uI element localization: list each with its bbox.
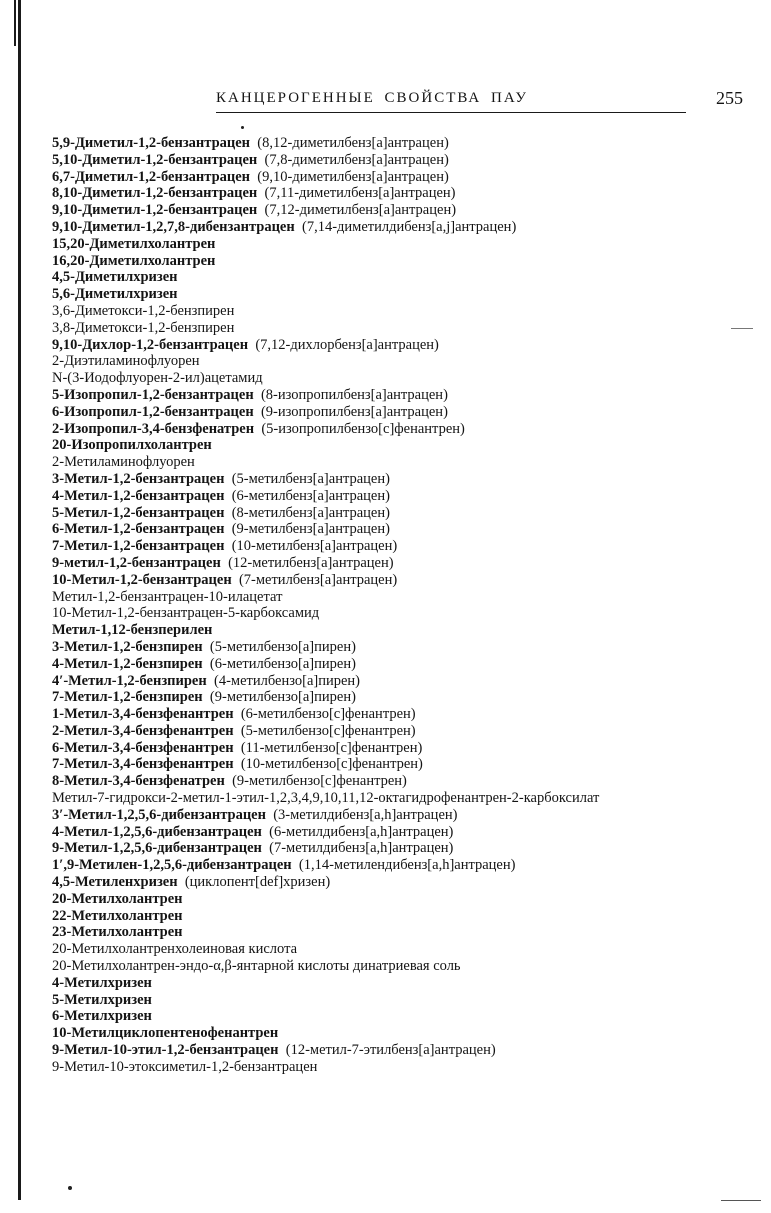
compound-name: 5-Метил-1,2-бензантрацен — [52, 504, 225, 521]
list-item — [52, 908, 752, 925]
list-item — [52, 303, 752, 320]
list-item — [52, 874, 752, 891]
list-item — [52, 773, 752, 790]
page-binding-edge — [18, 0, 21, 1200]
alternate-name: (1,14-метилендибенз[a,h]антрацен) — [298, 857, 516, 874]
compound-name: 2-Метиламинофлуорен — [52, 454, 195, 471]
list-item — [52, 673, 752, 690]
list-item — [52, 924, 752, 941]
alternate-name: (7-метилбенз[a]антрацен) — [238, 571, 398, 588]
running-title: КАНЦЕРОГЕННЫЕ СВОЙСТВА ПАУ — [216, 90, 528, 106]
list-item — [52, 135, 752, 152]
list-item — [52, 572, 752, 589]
compound-name: 8-Метил-3,4-бензфенатрен — [52, 773, 225, 790]
alternate-name: (7,12-диметилбенз[a]антрацен) — [264, 202, 457, 219]
compound-name: 3,8-Диметокси-1,2-бензпирен — [52, 319, 235, 336]
compound-name: 10-Метил-1,2-бензантрацен-5-карбоксамид — [52, 605, 320, 622]
compound-name: 4-Метил-1,2,5,6-дибензантрацен — [52, 823, 262, 840]
list-item — [52, 169, 752, 186]
compound-name: 9,10-Диметил-1,2,7,8-дибензантрацен — [52, 218, 295, 235]
compound-name: 20-Изопропилхолантрен — [52, 437, 212, 454]
compound-name: 5,6-Диметилхризен — [52, 286, 178, 303]
compound-name: 5-Изопропил-1,2-бензантрацен — [52, 386, 254, 403]
list-item — [52, 840, 752, 857]
list-item — [52, 941, 752, 958]
list-item — [52, 689, 752, 706]
list-item — [52, 152, 752, 169]
alternate-name: (8-метилбенз[a]антрацен) — [231, 504, 390, 521]
compound-name: 9-Метил-10-этил-1,2-бензантрацен — [52, 1042, 279, 1059]
list-item — [52, 1059, 752, 1076]
compound-name: 2-Метил-3,4-бензфенантрен — [52, 722, 234, 739]
list-item — [52, 253, 752, 270]
page-number: 255 — [716, 88, 743, 108]
alternate-name: (10-метилбенз[a]антрацен) — [231, 538, 398, 555]
list-item — [52, 807, 752, 824]
list-item — [52, 505, 752, 522]
alternate-name: (7,12-дихлорбенз[a]антрацен) — [255, 336, 439, 353]
alternate-name: (6-метилбензо[a]пирен) — [209, 655, 356, 672]
alternate-name: (9-метилбензо[c]фенантрен) — [232, 773, 407, 790]
list-item — [52, 891, 752, 908]
list-item — [52, 219, 752, 236]
alternate-name: (9,10-диметилбенз[a]антрацен) — [257, 168, 449, 185]
compound-name: 15,20-Диметилхолантрен — [52, 235, 216, 252]
alternate-name: (9-метилбензо[a]пирен) — [209, 689, 356, 706]
compound-name: N-(3-Иодофлуорен-2-ил)ацетамид — [52, 370, 263, 387]
compound-name: 6-Метил-3,4-бензфенантрен — [52, 739, 234, 756]
compound-name: 4′-Метил-1,2-бензпирен — [52, 672, 207, 689]
list-item — [52, 185, 752, 202]
list-item — [52, 605, 752, 622]
list-item — [52, 269, 752, 286]
alternate-name: (9-метилбенз[a]антрацен) — [231, 521, 390, 538]
compound-name: 16,20-Диметилхолантрен — [52, 252, 216, 269]
compound-name: 7-Метил-1,2-бензпирен — [52, 689, 203, 706]
alternate-name: (циклопент[def]хризен) — [184, 874, 331, 891]
list-item — [52, 756, 752, 773]
alternate-name: (4-метилбензо[a]пирен) — [213, 672, 360, 689]
compound-name: 23-Метилхолантрен — [52, 924, 183, 941]
compound-name: 5-Метилхризен — [52, 991, 152, 1008]
alternate-name: (7,14-диметилдибенз[a,j]антрацен) — [301, 218, 517, 235]
compound-name: Метил-7-гидрокси-2-метил-1-этил-1,2,3,4,9,10,11,12-октагидрофенантрен-2-карбоксилат — [52, 790, 600, 807]
compound-name: 4-Метилхризен — [52, 974, 152, 991]
compound-name: 9,10-Диметил-1,2-бензантрацен — [52, 202, 258, 219]
list-item — [52, 320, 752, 337]
compound-name: Метил-1,12-бензперилен — [52, 622, 213, 639]
alternate-name: (12-метил-7-этилбенз[a]антрацен) — [285, 1042, 496, 1059]
list-item — [52, 589, 752, 606]
compound-name: 1-Метил-3,4-бензфенантрен — [52, 706, 234, 723]
compound-name: Метил-1,2-бензантрацен-10-илацетат — [52, 588, 283, 605]
list-item — [52, 958, 752, 975]
compound-name: 6,7-Диметил-1,2-бензантрацен — [52, 168, 251, 185]
list-item — [52, 790, 672, 807]
list-item — [52, 740, 752, 757]
list-item — [52, 622, 752, 639]
list-item — [52, 521, 752, 538]
compound-name: 2-Диэтиламинофлуорен — [52, 353, 200, 370]
compound-name: 9-Метил-1,2,5,6-дибензантрацен — [52, 840, 262, 857]
compound-name: 4-Метил-1,2-бензантрацен — [52, 487, 225, 504]
page-header — [216, 88, 743, 113]
list-item — [52, 555, 752, 572]
alternate-name: (5-метилбенз[a]антрацен) — [231, 470, 390, 487]
list-item — [52, 404, 752, 421]
compound-list — [52, 135, 752, 1076]
list-item — [52, 236, 752, 253]
compound-name: 20-Метилхолантренхолеиновая кислота — [52, 941, 298, 958]
compound-name: 9,10-Дихлор-1,2-бензантрацен — [52, 336, 249, 353]
compound-name: 6-Метилхризен — [52, 1008, 152, 1025]
alternate-name: (8-изопропилбенз[a]антрацен) — [260, 386, 448, 403]
list-item — [52, 857, 752, 874]
compound-name: 9-метил-1,2-бензантрацен — [52, 554, 221, 571]
list-item — [52, 488, 752, 505]
alternate-name: (11-метилбензо[c]фенантрен) — [240, 739, 423, 756]
alternate-name: (5-метилбензо[c]фенантрен) — [240, 722, 416, 739]
list-item — [52, 471, 752, 488]
compound-name: 7-Метил-1,2-бензантрацен — [52, 538, 225, 555]
compound-name: 20-Метилхолантрен — [52, 890, 183, 907]
list-item — [52, 286, 752, 303]
list-item — [52, 454, 752, 471]
alternate-name: (5-метилбензо[a]пирен) — [209, 638, 356, 655]
compound-name: 22-Метилхолантрен — [52, 907, 183, 924]
list-item — [52, 387, 752, 404]
list-item — [52, 992, 752, 1009]
compound-name: 6-Изопропил-1,2-бензантрацен — [52, 403, 254, 420]
alternate-name: (6-метилбенз[a]антрацен) — [231, 487, 390, 504]
list-item — [52, 353, 752, 370]
list-item — [52, 370, 752, 387]
list-item — [52, 337, 752, 354]
compound-name: 1′,9-Метилен-1,2,5,6-дибензантрацен — [52, 857, 292, 874]
compound-name: 3,6-Диметокси-1,2-бензпирен — [52, 302, 235, 319]
list-item — [52, 421, 752, 438]
list-item — [52, 202, 752, 219]
page-edge-mark — [14, 0, 16, 46]
alternate-name: (7,11-диметилбенз[a]антрацен) — [264, 185, 456, 202]
compound-name: 10-Метил-1,2-бензантрацен — [52, 571, 232, 588]
compound-name: 20-Метилхолантрен-эндо-α,β-янтарной кислоты динатриевая соль — [52, 958, 461, 975]
list-item — [52, 656, 752, 673]
alternate-name: (8,12-диметилбенз[a]антрацен) — [257, 135, 449, 151]
compound-name: 3′-Метил-1,2,5,6-дибензантрацен — [52, 806, 266, 823]
compound-name: 9-Метил-10-этоксиметил-1,2-бензантрацен — [52, 1058, 318, 1075]
alternate-name: (6-метилбензо[c]фенантрен) — [240, 706, 416, 723]
alternate-name: (7,8-диметилбенз[a]антрацен) — [264, 151, 449, 168]
print-speck-bottom — [68, 1186, 72, 1190]
list-item — [52, 706, 752, 723]
compound-name: 3-Метил-1,2-бензантрацен — [52, 470, 225, 487]
list-item — [52, 639, 752, 656]
compound-name: 3-Метил-1,2-бензпирен — [52, 638, 203, 655]
list-item — [52, 723, 752, 740]
margin-mark-bottom — [721, 1200, 761, 1201]
list-item — [52, 437, 752, 454]
compound-name: 8,10-Диметил-1,2-бензантрацен — [52, 185, 258, 202]
compound-name: 5,9-Диметил-1,2-бензантрацен — [52, 135, 251, 151]
print-speck — [241, 126, 244, 129]
alternate-name: (10-метилбензо[c]фенантрен) — [240, 756, 423, 773]
list-item — [52, 1008, 752, 1025]
alternate-name: (7-метилдибенз[a,h]антрацен) — [269, 840, 454, 857]
alternate-name: (9-изопропилбенз[a]антрацен) — [260, 403, 448, 420]
compound-name: 5,10-Диметил-1,2-бензантрацен — [52, 151, 258, 168]
list-item — [52, 1042, 752, 1059]
compound-name: 7-Метил-3,4-бензфенантрен — [52, 756, 234, 773]
compound-name: 4,5-Диметилхризен — [52, 269, 178, 286]
compound-name: 4,5-Метиленхризен — [52, 874, 178, 891]
alternate-name: (5-изопропилбензо[c]фенантрен) — [261, 420, 465, 437]
list-item — [52, 824, 752, 841]
list-item — [52, 975, 752, 992]
compound-name: 2-Изопропил-3,4-бензфенатрен — [52, 420, 255, 437]
compound-name: 4-Метил-1,2-бензпирен — [52, 655, 203, 672]
alternate-name: (3-метилдибенз[a,h]антрацен) — [273, 806, 458, 823]
compound-name: 6-Метил-1,2-бензантрацен — [52, 521, 225, 538]
compound-name: 10-Метилциклопентенофенантрен — [52, 1025, 279, 1042]
alternate-name: (6-метилдибенз[a,h]антрацен) — [269, 823, 454, 840]
list-item — [52, 538, 752, 555]
alternate-name: (12-метилбенз[a]антрацен) — [228, 554, 394, 571]
list-item — [52, 1025, 752, 1042]
